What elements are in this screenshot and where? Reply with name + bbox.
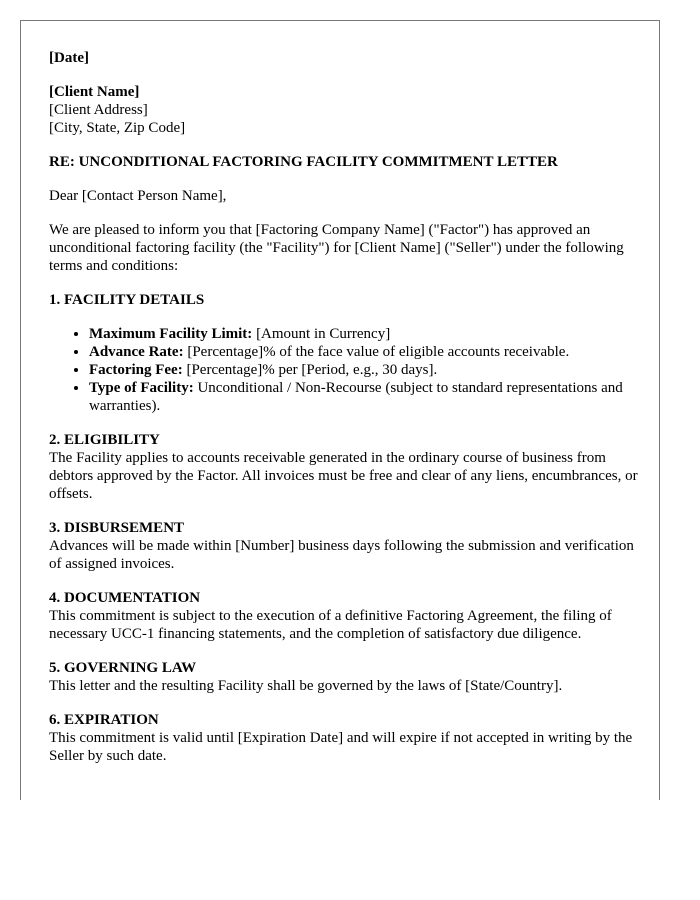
section-body-disbursement: Advances will be made within [Number] business days following the submission and verification of assigned invoices. — [49, 538, 634, 572]
section-disbursement — [49, 519, 639, 573]
list-item — [89, 361, 639, 379]
re-line: RE: UNCONDITIONAL FACTORING FACILITY COMMITMENT LETTER — [49, 154, 558, 170]
list-item — [89, 379, 639, 415]
letter-date: [Date] — [49, 50, 89, 66]
section-title-facility-details: 1. FACILITY DETAILS — [49, 292, 205, 308]
salutation: Dear [Contact Person Name], — [49, 188, 227, 204]
term-label: Factoring Fee: — [89, 362, 183, 378]
section-governing-law — [49, 659, 639, 695]
term-value: [Percentage]% per [Period, e.g., 30 days]. — [182, 362, 438, 378]
section-expiration — [49, 711, 639, 765]
client-address: [Client Address] — [49, 102, 148, 118]
section-documentation — [49, 589, 639, 643]
section-body-documentation: This commitment is subject to the execution of a definitive Factoring Agreement, the filing of necessary UCC-1 financing statements, and the completion of satisfactory due diligence. — [49, 608, 612, 642]
section-title-governing-law: 5. GOVERNING LAW — [49, 660, 197, 676]
section-title-documentation: 4. DOCUMENTATION — [49, 590, 201, 606]
letter-page — [20, 20, 660, 800]
term-label: Maximum Facility Limit: — [89, 326, 253, 342]
client-name: [Client Name] — [49, 84, 140, 100]
section-title-expiration: 6. EXPIRATION — [49, 712, 159, 728]
term-value: [Amount in Currency] — [252, 326, 391, 342]
section-body-expiration: This commitment is valid until [Expiration Date] and will expire if not accepted in writing by the Seller by such date. — [49, 730, 633, 764]
recipient-block — [49, 83, 639, 137]
section-body-eligibility: The Facility applies to accounts receivable generated in the ordinary course of business from debtors approved by the Factor. All invoices must be free and clear of any liens, encumbrances, or offsets. — [49, 450, 638, 502]
intro-paragraph: We are pleased to inform you that [Factoring Company Name] ("Factor") has approved an unconditional factoring facility (the "Facility") for [Client Name] ("Seller") under the following terms and conditions: — [49, 222, 624, 274]
term-value: Unconditional / Non-Recourse (subject to standard representations and warranties). — [89, 380, 623, 414]
term-label: Advance Rate: — [89, 344, 184, 360]
list-item — [89, 343, 639, 361]
term-label: Type of Facility: — [89, 380, 194, 396]
section-eligibility — [49, 431, 639, 503]
facility-terms-list — [49, 325, 639, 415]
letter-content — [49, 49, 639, 765]
list-item — [89, 325, 639, 343]
section-body-governing-law: This letter and the resulting Facility shall be governed by the laws of [State/Country]. — [49, 678, 563, 694]
section-title-disbursement: 3. DISBURSEMENT — [49, 520, 185, 536]
section-title-eligibility: 2. ELIGIBILITY — [49, 432, 160, 448]
term-value: [Percentage]% of the face value of eligible accounts receivable. — [183, 344, 570, 360]
city-state-zip: [City, State, Zip Code] — [49, 120, 186, 136]
